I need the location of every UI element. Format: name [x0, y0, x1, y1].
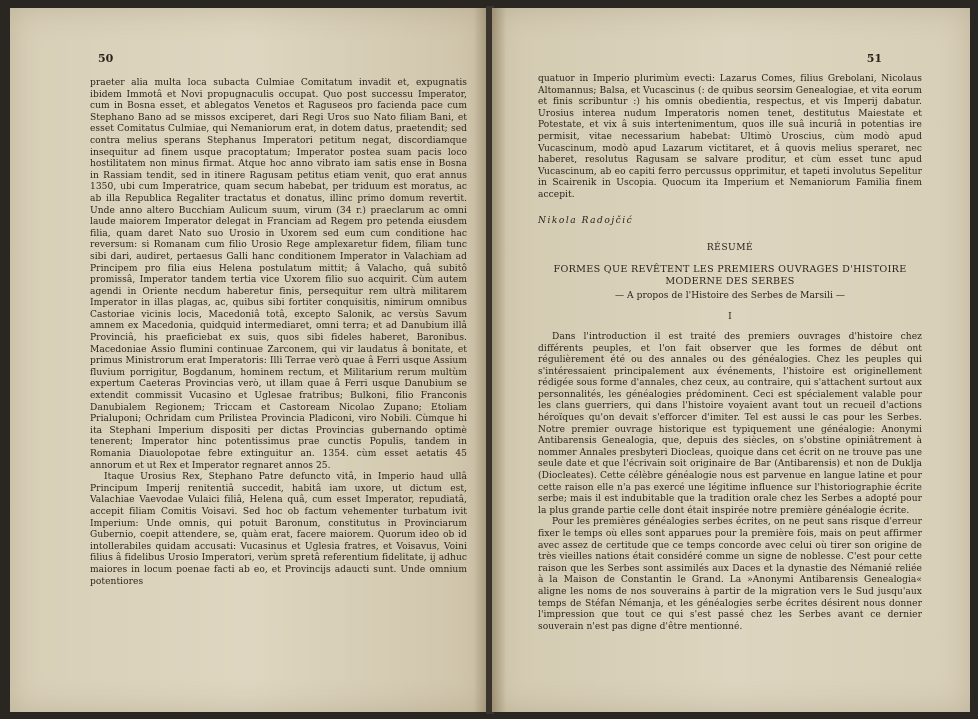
resume-heading: RÉSUMÉ — [706, 243, 754, 254]
section-number: I — [728, 312, 732, 323]
left-page — [10, 8, 488, 712]
left-page-text — [90, 78, 467, 588]
page-number-right: 51 — [866, 52, 882, 65]
right-intro-paragraph: quatuor in Imperio plurimùm evecti: Lazarus Comes, filius Grebolani, Nicolaus Altomannus; Balsa, et Vucascinus (: de quibus seorsim Genealogiae, et vita eorum et finis scribuntur :) his omnis obedientia, respectus, et vis Imperij dabatur. Urosius interea nudum Imperatoris nomen tenet, destitutus Maiestate et Potestate, et vix â suis intertenimentum, quos ille suâ incuriâ in potentias ire permisit, vitae necessarium habebat: Ultimò Uroscius, cùm modò apud Vucascinum, modò apud Lazarum victitaret, et â quovis melius speraret, nec haberet, resolutus Ragusam se salvare proditur, et cùm esset tunc apud Vucascinum, ab eo capiti ferro percussus opprimitur, et tapeti involutus Sepelitur in Scairenik in Uscopia. Quocum ita Imperium et Nemaniorum Familia finem accepit. — [538, 74, 922, 200]
right-paragraph-1: Dans l'introduction il est traité des premiers ouvrages d'histoire chez différents peuples, et l'on fait observer que les formes de début ont régulièrement été ou des annales ou des généalogies. Chez les peuples qui s'intéressaient principalement aux événements, l'histoire est originellement rédigée sous forme d'annales, chez ceux, au contraire, qui s'attachent surtout aux personnalités, les généalogies prédominent. Ceci est spécialement valable pour les clans guerriers, qui dans l'histoire voyaient avant tout un recueil d'actions héroïques qu'on devait s'efforcer d'imiter. Tel est aussi le cas pour les Serbes. Notre premier ouvrage historique est typiquement une généalogie: Anonymi Antibarensis Genealogia, que, depuis des siècles, on s'obstine opiniâtrement à nommer Annales presbyteri Diocleas, quoique dans cet écrit on ne trouve pas une seule date et que l'écrivain soit originaire de Bar (Antibarensis) et non de Duklja (Diocleates). Cette célèbre généalogie nous est parvenue en langue latine et pour cette raison elle n'a pas exercé une légitime influence sur l'historiographie écrite serbe; mais il est indubitable que la tradition orale chez les Serbes a adopté pour la plus grande partie celle dont était inspirée notre première généalogie écrite. — [538, 331, 922, 516]
right-paragraph-2: Pour les premières généalogies serbes écrites, on ne peut sans risque d'erreur fixer le temps où elles sont apparues pour la première fois, mais on peut affirmer avec assez de certitude que ce temps concorde avec celui où tirer son origine de très vieilles nations était considéré comme un signe de noblesse. C'est pour cette raison que les Serbes sont assimilés aux Daces et la dynastie des Némanié reliée à la Maison de Constantin le Grand. La »Anonymi Antibarensis Genealogia« aligne les noms de nos souverains à partir de la migration vers le Sud jusqu'aux temps de Stéfan Némanja, et les généalogies serbe écrites désirent nous donner l'impression que tout ce qui s'est passé chez les Serbes avant ce dernier souverain n'est pas digne d'être mentionné. — [538, 517, 922, 632]
left-paragraph-2: Itaque Urosius Rex, Stephano Patre defuncto vitâ, in Imperio haud ullâ Principum Imperij renitentiâ succedit, habitâ iam uxore, ut dictum est, Valachiae Vaevodae Vulaici filiâ, Helena quâ, cum esset Imperator, repudiatâ, accepit filiam Comitis Voisavi. Sed hoc ob factum vehementer turbatum ivit Imperium: Unde omnis, qui potuit Baronum, constitutus in Provinciarum Gubernio, coepit attendere, se, quàm erat, facere maiorem. Quorum ideo ob id intollerabiles quidam accusati: Vucasinus et Uglesia fratres, et Voisavus, Voini filius â fidelibus Urosio Imperatori, verùm spretâ referentium fidelitate, ij adhuc maiores in locum poenae facti ab eo, et Provincijs adaucti sunt. Unde omnium potentiores — [90, 472, 467, 587]
page-number-left: 50 — [98, 52, 114, 65]
article-title: FORMES QUE REVÊTENT LES PREMIERS OUVRAGES D'HISTOIRE MODERNE DES SERBES — [553, 263, 907, 287]
right-page — [492, 8, 970, 712]
author-name: Nikola Radojčić — [538, 215, 634, 226]
article-subtitle: — A propos de l'Histoire des Serbes de Marsili — — [614, 290, 846, 301]
left-paragraph-1: praeter alia multa loca subacta Culmiae Comitatum invadit et, expugnatis ibidem Immotâ et Novi propugnaculis occupat. Quo post successu Imperator, cum in Bosna esset, et ablegatos Venetos et Raguseos pro facienda pace cum Stephano Bano ad se missos exciperet, dari Regi Uros suo Nato filiam Bani, et esset Comitatus Culmiae, qui Nemaniorum erat, in dotem datus, praetendit; sed contra melius sperans Stephanus Imperatori petitum negat, discordiamque insequitur ad finem usque pracoptatum; Imperator postea suam pacis loco hostilitatem non minus firmat. Atque hoc anno vibrato iam satis ense in Bosna in Rassiam tendit, sed in itinere Ragusam petitus etiam venit, quo erat annus 1350, ubi cum Imperatrice, quam secum habebat, per triduum est moratus, ac ab illa Republica Regaliter tractatus et donatus, illinc primo domum revertit. Unde anno altero Bucchiam Aulicum suum, virum (34 r.) praeclarum ac omni laude maiorem Imperator delegat in Franciam ad Regem pro petenda eiusdem filia, quam daret Nato suo Urosio in Uxorem sed eum cum conditione hac reversum: si Romanam cum filio Urosio Rege amplexaretur fidem, filiam tunc sibi dari, audiret, pertaesus Galli hanc conditionem Imperator in Valachiam ad Principem pro filia eius Helena postulatum mittit; â Valacho, quâ subitô promissâ, Imperator tandem tertia vice Uxorem filio suo acquirit. Cùm autem agendi in Oriente necdum haberetur finis, persequitur rem ultrà militarem Imperator in illas plagas, ac, quibus sibi fortiter conquisitis, nimirum omnibus Castoriae vicinis locis, Macedoniâ totâ, excepto Salonik, ac versùs Savum amnem ex Macedonia, quidquid intermediaret, omni terra; et ad Danubium illâ Provinciâ, his praeficiebat ex suis, quos sibi fideles haberet, Baronibus. Macedoniae Assio flumini continuae Zarconem, qui vir laudatus â bonitate, et primus Ministrorum erat Imperatoris: Illi Terrae verò quae â Ferri usque Assium fluvium porrigitur, Bogdanum, hominem rectum, et Militarium rerum multùm expertum Caeteras Provincias verò, ut illam quae â Ferri usque Danubium se extendit commissit Vucasino et Uglesae fratribus; Bulkoni, filio Franconis Danubialem Regionem; Triccam et Castoream Nicolao Zupano; Etoliam Prialuponi; Ochridam cum Prilistea Provincia Pladiconi, viro Nobili. Cùmque hi ita Stephani Imperium dispositi per dictas Provincias gubernando optimè tenerent; Imperator hinc potentissimus prae cunctis Populis, tandem in Romania Diauolopotae febre extinguitur an. 1354. cùm esset aetatis 45 annorum et ut Rex et Imperator regnaret annos 25. — [90, 78, 467, 471]
right-page-text — [538, 74, 922, 633]
